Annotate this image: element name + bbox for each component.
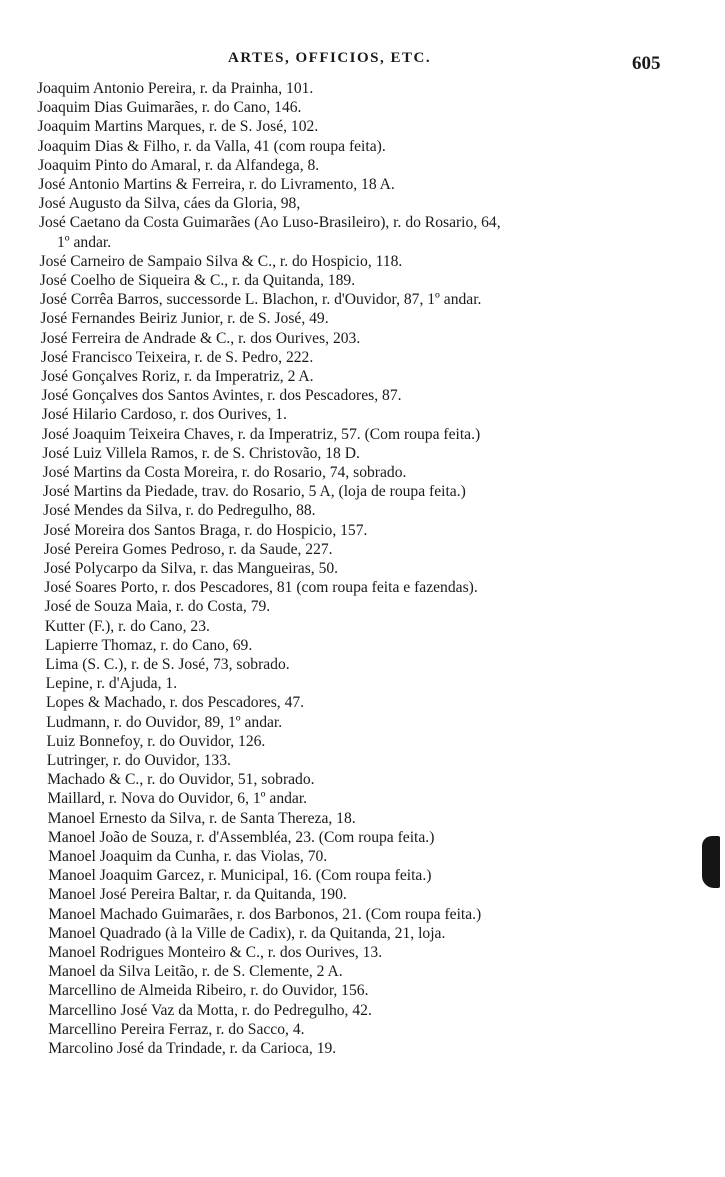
directory-entry: José Gonçalves dos Santos Avintes, r. dos Pescadores, 87.	[41, 387, 402, 405]
directory-entry: José Hilario Cardoso, r. dos Ourives, 1.	[41, 406, 287, 424]
directory-entry: Lepine, r. d'Ajuda, 1.	[45, 675, 178, 693]
directory-entry: José Moreira dos Santos Braga, r. do Hospicio, 157.	[43, 521, 368, 539]
directory-entry: Manoel Joaquim Garcez, r. Municipal, 16. (Com roupa feita.)	[48, 867, 432, 885]
directory-entry: Machado & C., r. do Ouvidor, 51, sobrado.	[47, 771, 315, 789]
directory-entry: Manoel Ernesto da Silva, r. de Santa Thereza, 18.	[47, 809, 356, 827]
directory-entry: Marcolino José da Trindade, r. da Carioca, 19.	[48, 1040, 337, 1057]
directory-entry: Manoel da Silva Leitão, r. de S. Clemente, 2 A.	[48, 963, 343, 981]
directory-entry: José Francisco Teixeira, r. de S. Pedro, 222.	[40, 348, 314, 366]
directory-entry: Joaquim Martins Marques, r. de S. José, 102.	[37, 118, 319, 136]
directory-entry: Maillard, r. Nova do Ouvidor, 6, 1º andar.	[47, 790, 308, 808]
directory-entry: Manoel Rodrigues Monteiro & C., r. dos Ourives, 13.	[48, 944, 383, 961]
directory-entry: José Luiz Villela Ramos, r. de S. Christovão, 18 D.	[42, 444, 360, 462]
directory-entry: Lutringer, r. do Ouvidor, 133.	[46, 752, 231, 769]
directory-entry: Lima (S. C.), r. de S. José, 73, sobrado.	[45, 656, 290, 673]
directory-entry: Manoel Machado Guimarães, r. dos Barbonos, 21. (Com roupa feita.)	[48, 905, 482, 923]
directory-entry: José Antonio Martins & Ferreira, r. do Livramento, 18 A.	[38, 176, 395, 193]
directory-entry: Marcellino de Almeida Ribeiro, r. do Ouvidor, 156.	[48, 982, 369, 1000]
directory-entry: José Polycarpo da Silva, r. das Mangueiras, 50.	[44, 560, 339, 577]
directory-entry-continuation: 1º andar.	[56, 233, 112, 251]
directory-entry: Luiz Bonnefoy, r. do Ouvidor, 126.	[46, 732, 266, 750]
directory-entry: Manoel José Pereira Baltar, r. da Quitanda, 190.	[48, 886, 347, 904]
directory-entry: José de Souza Maia, r. do Costa, 79.	[44, 598, 271, 616]
directory-entry: José Martins da Costa Moreira, r. do Rosario, 74, sobrado.	[42, 464, 407, 481]
directory-entry: José Carneiro de Sampaio Silva & C., r. do Hospicio, 118.	[39, 252, 403, 270]
directory-entry: Kutter (F.), r. do Cano, 23.	[44, 617, 210, 635]
directory-entry: José Fernandes Beiriz Junior, r. de S. José, 49.	[40, 310, 329, 328]
directory-entry: José Mendes da Silva, r. do Pedregulho, 88.	[43, 502, 316, 520]
directory-entry: José Soares Porto, r. dos Pescadores, 81 (com roupa feita e fazendas).	[44, 579, 478, 597]
directory-entry: José Ferreira de Andrade & C., r. dos Ourives, 203.	[40, 329, 361, 347]
directory-entry: José Caetano da Costa Guimarães (Ao Luso-Brasileiro), r. do Rosario, 64,	[38, 214, 501, 232]
directory-entry: José Joaquim Teixeira Chaves, r. da Imperatriz, 57. (Com roupa feita.)	[42, 425, 481, 443]
directory-entry: José Augusto da Silva, cáes da Gloria, 98,	[38, 195, 301, 213]
directory-entry: Joaquim Pinto do Amaral, r. da Alfandega, 8.	[38, 156, 320, 174]
directory-entry: Marcellino José Vaz da Motta, r. do Pedregulho, 42.	[48, 1001, 372, 1019]
directory-entry: José Coelho de Siqueira & C., r. da Quitanda, 189.	[39, 272, 356, 289]
running-header: ARTES, OFFICIOS, ETC.	[228, 50, 432, 66]
directory-entry: Ludmann, r. do Ouvidor, 89, 1º andar.	[46, 713, 283, 731]
page-number: 605	[632, 53, 661, 74]
directory-entry: José Corrêa Barros, successorde L. Blachon, r. d'Ouvidor, 87, 1º andar.	[40, 291, 482, 309]
directory-entry: Marcellino Pereira Ferraz, r. do Sacco, 4.	[48, 1020, 305, 1038]
page-edge-mark	[702, 836, 720, 888]
directory-entry: Joaquim Dias & Filho, r. da Valla, 41 (com roupa feita).	[37, 137, 386, 155]
directory-entry: Lapierre Thomaz, r. do Cano, 69.	[45, 636, 253, 654]
directory-entry: Manoel Quadrado (à la Ville de Cadix), r. da Quitanda, 21, loja.	[48, 924, 446, 942]
directory-entry: Joaquim Dias Guimarães, r. do Cano, 146.	[37, 99, 302, 117]
directory-entry: Manoel João de Souza, r. d'Assembléa, 23. (Com roupa feita.)	[47, 828, 435, 846]
directory-entry: José Pereira Gomes Pedroso, r. da Saude, 227.	[43, 540, 333, 558]
directory-entry: José Gonçalves Roriz, r. da Imperatriz, 2 A.	[41, 368, 314, 385]
directory-entry: Joaquim Antonio Pereira, r. da Prainha, 101.	[37, 80, 314, 97]
directory-entry: José Martins da Piedade, trav. do Rosario, 5 A, (loja de roupa feita.)	[42, 483, 466, 501]
directory-entry: Lopes & Machado, r. dos Pescadores, 47.	[45, 694, 305, 712]
directory-entry: Manoel Joaquim da Cunha, r. das Violas, 70.	[48, 848, 328, 865]
